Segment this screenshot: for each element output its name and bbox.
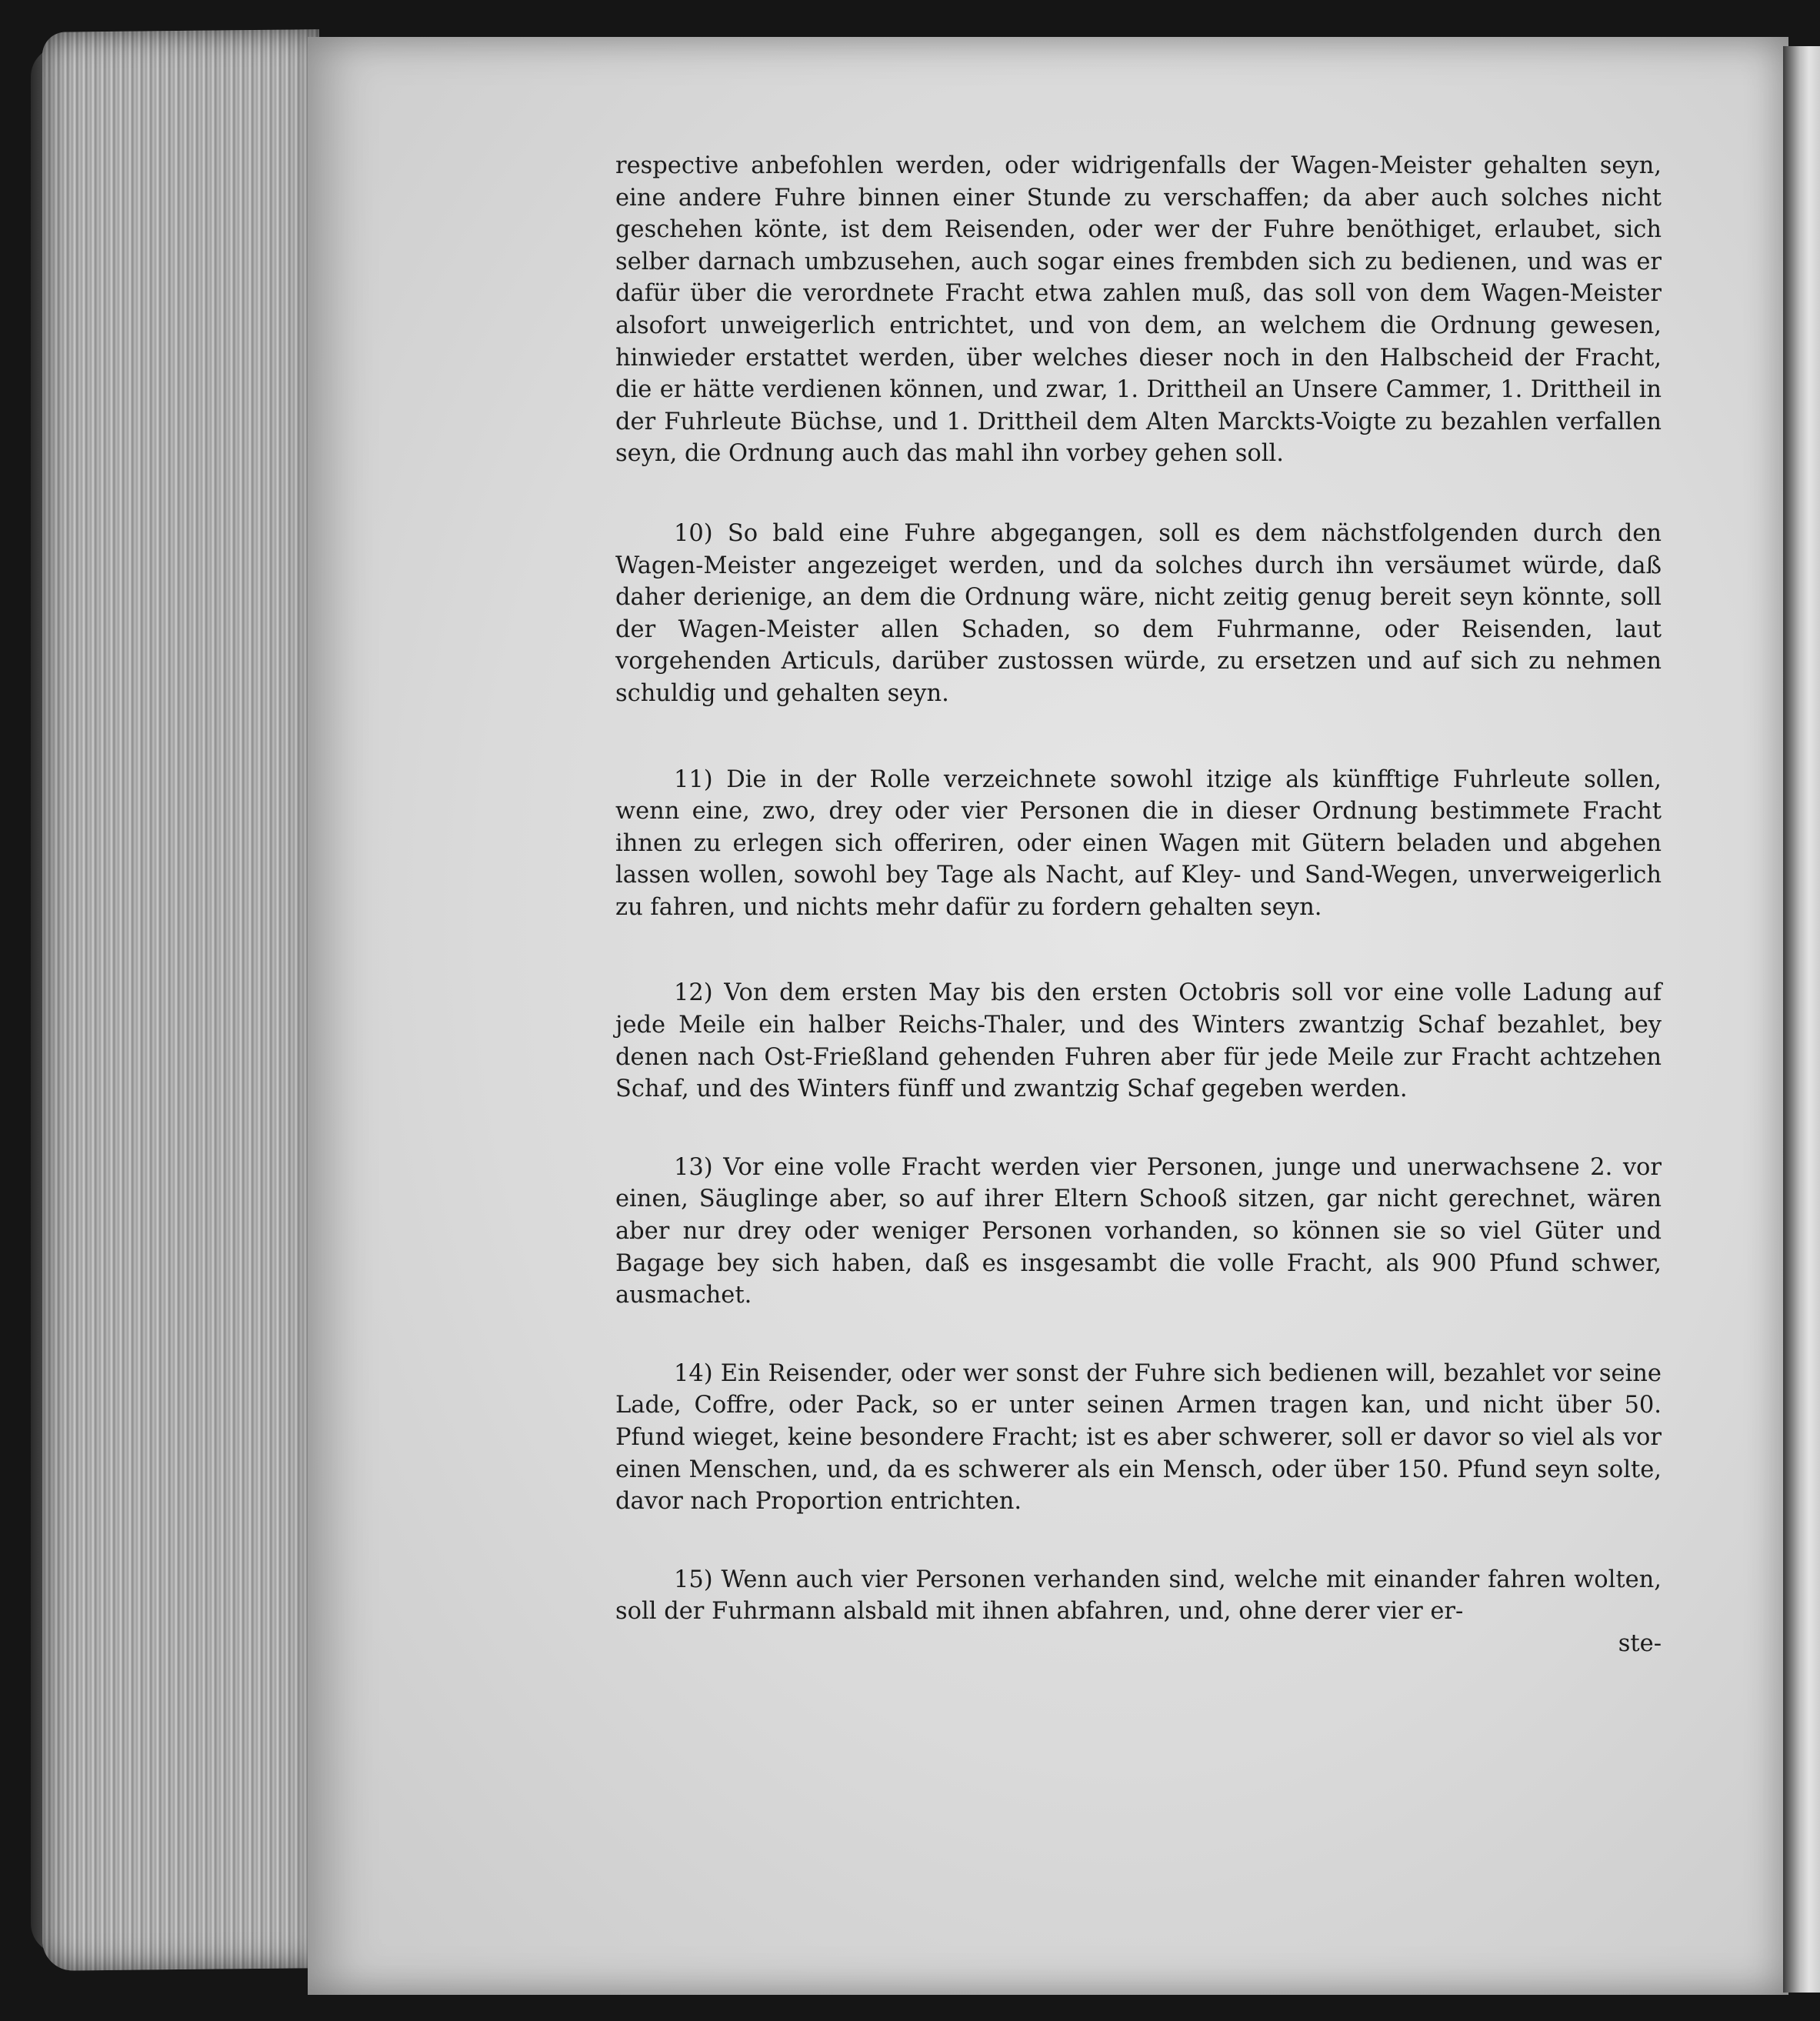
book-page-edges [42, 29, 319, 1971]
facing-page-edge [1783, 46, 1820, 1993]
text-block [615, 150, 1662, 1660]
paragraph-12: 12) Von dem ersten May bis den ersten Octobris soll vor eine volle Ladung auf jede Meile ein halber Reichs-Thaler, und des Winters zwantzig Schaf bezahlet, bey denen nach Ost-Frießland gehenden Fuhren aber für jede Meile zur Fracht achtzehen Schaf, und des Winters fünff und zwantzig Schaf gegeben werden. [615, 979, 1662, 1103]
paragraph-14: 14) Ein Reisender, oder wer sonst der Fuhre sich bedienen will, bezahlet vor seine Lade, Coffre, oder Pack, so er unter seinen Armen tragen kan, und nicht über 50. Pfund wieget, keine besondere Fracht; ist es aber schwerer, soll er davor so viel als vor einen Menschen, und, da es schwerer als ein Mensch, oder über 150. Pfund seyn solte, davor nach Proportion entrichten. [615, 1359, 1662, 1516]
paragraph-13: 13) Vor eine volle Fracht werden vier Personen, junge und unerwachsene 2. vor einen, Säuglinge aber, so auf ihrer Eltern Schooß sitzen, gar nicht gerechnet, wären aber nur drey oder weniger Personen vorhanden, so können sie so viel Güter und Bagage bey sich haben, daß es insgesambt die volle Fracht, als 900 Pfund schwer, ausmachet. [615, 1153, 1662, 1309]
paragraph-11: 11) Die in der Rolle verzeichnete sowohl itzige als künfftige Fuhrleute sollen, wenn eine, zwo, drey oder vier Personen die in dieser Ordnung bestimmete Fracht ihnen zu erlegen sich offeriren, oder einen Wagen mit Gütern beladen und abgehen lassen wollen, sowohl bey Tage als Nacht, auf Kley- und Sand-Wegen, unverweigerlich zu fahren, und nichts mehr dafür zu fordern gehalten seyn. [615, 765, 1662, 921]
paragraph-9-continued: respective anbefohlen werden, oder widrigenfalls der Wagen-Meister gehalten seyn, eine andere Fuhre binnen einer Stunde zu verschaffen; da aber auch solches nicht geschehen könte, ist dem Reisenden, oder wer der Fuhre benöthiget, erlaubet, sich selber darnach umbzusehen, auch sogar eines frembden sich zu bedienen, und was er dafür über die verordnete Fracht etwa zahlen muß, das soll von dem Wagen-Meister alsofort unweigerlich entrichtet, und von dem, an welchem die Ordnung gewesen, hinwieder erstattet werden, über welches dieser noch in den Halbscheid der Fracht, die er hätte verdienen können, und zwar, 1. Drittheil an Unsere Cammer, 1. Drittheil in der Fuhrleute Büchse, und 1. Drittheil dem Alten Marckts-Voigte zu bezahlen verfallen seyn, die Ordnung auch das mahl ihn vorbey gehen soll. [615, 152, 1662, 468]
paragraph-10: 10) So bald eine Fuhre abgegangen, soll es dem nächstfolgenden durch den Wagen-Meister angezeiget werden, und da solches durch ihn versäumet würde, daß daher derienige, an dem die Ordnung wäre, nicht zeitig genug bereit seyn könnte, soll der Wagen-Meister allen Schaden, so dem Fuhrmanne, oder Reisenden, laut vorgehenden Articuls, darüber zustossen würde, zu ersetzen und auf sich zu nehmen schuldig und gehalten seyn. [615, 519, 1662, 707]
catchword: ste- [1618, 1629, 1662, 1657]
paragraph-15: 15) Wenn auch vier Personen verhanden sind, welche mit einander fahren wolten, soll der Fuhrmann alsbald mit ihnen abfahren, und, ohne derer vier er- [615, 1566, 1662, 1626]
